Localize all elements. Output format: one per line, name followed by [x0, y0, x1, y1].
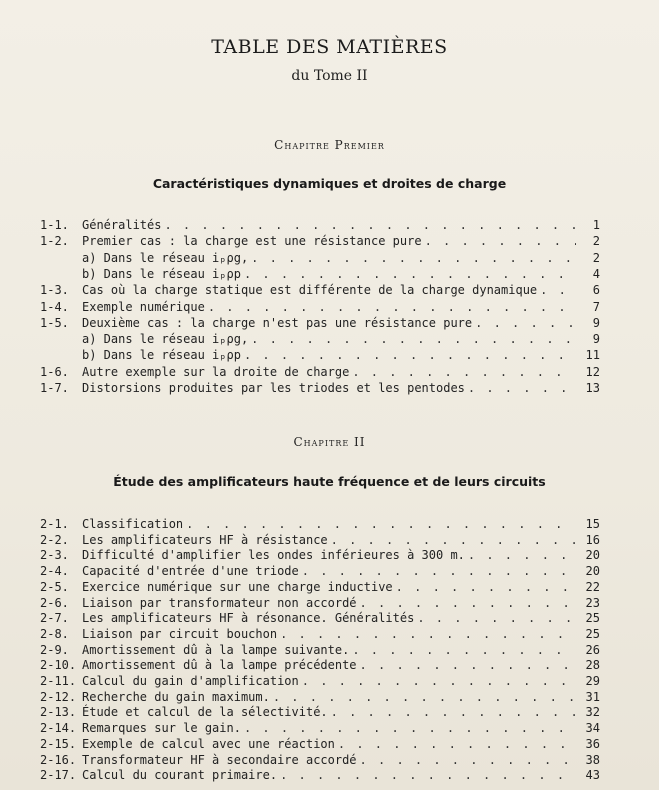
- toc-entry-page: 22: [585, 579, 600, 594]
- toc-leader-dots: [338, 737, 576, 751]
- toc-entry-page: 25: [585, 611, 600, 626]
- toc-leader-dots: [251, 251, 576, 265]
- toc-entry-text: b) Dans le réseau iₚρp: [82, 348, 241, 363]
- toc-leader-dots: [273, 690, 576, 704]
- toc-entry-page: 9: [592, 315, 600, 330]
- toc-entry-page: 26: [585, 642, 600, 657]
- toc-entry-text: Étude et calcul de la sélectivité.: [82, 705, 328, 720]
- toc-leader-dots: [331, 533, 576, 547]
- toc-leader-dots: [251, 332, 576, 346]
- toc-entry: [40, 658, 600, 674]
- toc-entry-page: 38: [585, 752, 600, 767]
- toc-leader-dots: [280, 627, 576, 641]
- toc-entry: [40, 218, 600, 234]
- toc-entry-text: Recherche du gain maximum.: [82, 689, 270, 704]
- toc-entry: [40, 643, 600, 659]
- toc-entry: [40, 627, 600, 643]
- toc-entry-text: Liaison par transformateur non accordé: [82, 595, 357, 610]
- toc-leader-dots: [352, 643, 576, 657]
- toc-entry-number: 2-4.: [40, 564, 69, 579]
- toc-entry: [40, 332, 600, 348]
- toc-entry-number: 2-5.: [40, 579, 69, 594]
- toc-entry-page: 2: [592, 234, 600, 249]
- toc-entry-number: 2-13.: [40, 705, 77, 720]
- toc-entry-number: 1-2.: [40, 234, 69, 249]
- toc-entry-text: Amortissement dû à la lampe suivante.: [82, 642, 350, 657]
- toc-entry-text: Autre exemple sur la droite de charge: [82, 364, 350, 379]
- toc-entry-text: Calcul du gain d'amplification: [82, 674, 299, 688]
- toc-leader-dots: [244, 348, 576, 362]
- toc-entry-number: 2-6.: [40, 595, 69, 610]
- toc-entry-page: 1: [592, 218, 600, 232]
- toc-entry: [40, 533, 600, 549]
- toc-leader-dots: [468, 381, 576, 395]
- toc-entry-page: 36: [585, 736, 600, 751]
- toc-entry-page: 32: [585, 705, 600, 720]
- toc-entry-text: Distorsions produites par les triodes et les pentodes: [82, 381, 465, 395]
- toc-entry: [40, 753, 600, 769]
- toc-entry: [40, 564, 600, 580]
- toc-entry-number: 2-7.: [40, 611, 69, 626]
- toc-entry-text: b) Dans le réseau iₚρp: [82, 266, 241, 281]
- toc-leader-dots: [360, 658, 576, 672]
- toc-entry: [40, 596, 600, 612]
- toc-entry: [40, 267, 600, 283]
- toc-entry-page: 43: [585, 768, 600, 783]
- toc-entry-text: Liaison par circuit bouchon: [82, 626, 278, 641]
- toc-entry-number: 1-1.: [40, 218, 69, 232]
- toc-entry: [40, 737, 600, 753]
- toc-entry-page: 31: [585, 689, 600, 704]
- toc-entry: [40, 283, 600, 299]
- toc-entry-text: Cas où la charge statique est différente de la charge dynamique: [82, 283, 538, 298]
- toc-entry-text: Premier cas : la charge est une résistance pure: [82, 234, 422, 249]
- toc-entry-page: 7: [592, 299, 600, 314]
- toc-leader-dots: [425, 234, 576, 248]
- toc-entry-number: 2-14.: [40, 721, 77, 736]
- chapter-1-label: Chapitre Premier: [274, 138, 385, 152]
- toc-entry: [40, 316, 600, 332]
- toc-entry-text: Exemple numérique: [82, 299, 205, 314]
- toc-entry-text: Difficulté d'amplifier les ondes inférieures à 300 m.: [82, 548, 465, 563]
- toc-leader-dots: [360, 596, 576, 610]
- chapter-2-label: Chapitre II: [293, 435, 366, 449]
- toc-entry: [40, 690, 600, 706]
- toc-entry: [40, 300, 600, 316]
- toc-entry: [40, 580, 600, 596]
- toc-entry-text: Amortissement dû à la lampe précédente: [82, 658, 357, 673]
- toc-entry-page: 15: [585, 517, 600, 531]
- toc-entry-page: 20: [585, 548, 600, 563]
- toc-leader-dots: [331, 705, 576, 719]
- toc-entry: [40, 234, 600, 250]
- toc-entry-page: 12: [585, 364, 600, 379]
- toc-entry-text: Transformateur HF à secondaire accordé: [82, 752, 357, 767]
- toc-entry-number: 2-8.: [40, 626, 69, 641]
- toc-entry-number: 2-3.: [40, 548, 69, 563]
- toc-entry-number: 1-4.: [40, 299, 69, 314]
- toc-entry-number: 1-5.: [40, 315, 69, 330]
- toc-entry-number: 1-6.: [40, 364, 69, 379]
- toc-entry: [40, 674, 600, 690]
- toc-leader-dots: [302, 564, 576, 578]
- toc-entry-text: Remarques sur le gain.: [82, 721, 241, 736]
- page-title: TABLE DES MATIÈRES: [211, 36, 448, 58]
- toc-entry: [40, 548, 600, 564]
- toc-entry-number: 2-12.: [40, 689, 77, 704]
- toc-entry-page: 16: [585, 532, 600, 547]
- toc-leader-dots: [208, 300, 576, 314]
- toc-entry-text: Calcul du courant primaire.: [82, 768, 278, 783]
- toc-leader-dots: [468, 548, 576, 562]
- toc-entry: [40, 365, 600, 381]
- toc-entry-number: 1-7.: [40, 381, 69, 395]
- toc-leader-dots: [186, 517, 576, 531]
- toc-entry: [40, 251, 600, 267]
- toc-entry-text: a) Dans le réseau iₚρg,: [82, 332, 249, 347]
- page-subtitle: du Tome II: [291, 68, 368, 84]
- toc-leader-dots: [396, 580, 576, 594]
- toc-entry-page: 2: [592, 250, 600, 265]
- toc-entry-page: 13: [585, 381, 600, 395]
- toc-entry-text: Généralités: [82, 218, 162, 232]
- toc-entry: [40, 768, 600, 784]
- toc-leader-dots: [417, 611, 576, 625]
- toc-entry-page: 20: [585, 564, 600, 579]
- toc-entry-number: 2-11.: [40, 674, 77, 688]
- toc-entry-text: Les amplificateurs HF à résonance. Généralités: [82, 611, 415, 626]
- toc-entry: [40, 517, 600, 533]
- toc-entry-number: 2-1.: [40, 517, 69, 531]
- toc-entry-text: Deuxième cas : la charge n'est pas une résistance pure: [82, 315, 473, 330]
- toc-entry-text: Exercice numérique sur une charge inductive: [82, 579, 393, 594]
- toc-leader-dots: [244, 721, 576, 735]
- toc-entry-page: 6: [592, 283, 600, 298]
- toc-entry-number: 2-9.: [40, 642, 69, 657]
- toc-entry-page: 11: [585, 348, 600, 363]
- chapter-1-title: Caractéristiques dynamiques et droites de charge: [152, 176, 507, 191]
- toc-entry-text: Les amplificateurs HF à résistance: [82, 532, 328, 547]
- chapter-2-title: Étude des amplificateurs haute fréquence et de leurs circuits: [113, 474, 546, 489]
- toc-leader-dots: [164, 218, 576, 232]
- toc-leader-dots: [360, 753, 576, 767]
- toc-entry-text: a) Dans le réseau iₚρg,: [82, 250, 249, 265]
- toc-entry-page: 9: [592, 332, 600, 347]
- toc-entry-number: 2-15.: [40, 736, 77, 751]
- toc-entry-number: 2-2.: [40, 532, 69, 547]
- toc-entry: [40, 348, 600, 364]
- toc-leader-dots: [352, 365, 576, 379]
- toc-entry-page: 23: [585, 595, 600, 610]
- toc-entry-text: Classification: [82, 517, 184, 531]
- toc-entry-number: 1-3.: [40, 283, 69, 298]
- toc-entry-page: 4: [592, 266, 600, 281]
- toc-entry: [40, 705, 600, 721]
- toc-entry-text: Capacité d'entrée d'une triode: [82, 564, 299, 579]
- toc-leader-dots: [280, 768, 576, 782]
- toc-entry-number: 2-10.: [40, 658, 77, 673]
- toc-entry-page: 34: [585, 721, 600, 736]
- toc-entry: [40, 721, 600, 737]
- toc-entry: [40, 611, 600, 627]
- toc-entry-number: 2-16.: [40, 752, 77, 767]
- toc-leader-dots: [244, 267, 576, 281]
- toc-leader-dots: [475, 316, 576, 330]
- toc-entry-number: 2-17.: [40, 768, 77, 783]
- toc-entry-text: Exemple de calcul avec une réaction: [82, 736, 335, 751]
- toc-entry-page: 28: [585, 658, 600, 673]
- toc-entry: [40, 381, 600, 397]
- toc-leader-dots: [540, 283, 576, 297]
- toc-entry-page: 25: [585, 626, 600, 641]
- toc-leader-dots: [302, 674, 576, 688]
- toc-entry-page: 29: [585, 674, 600, 688]
